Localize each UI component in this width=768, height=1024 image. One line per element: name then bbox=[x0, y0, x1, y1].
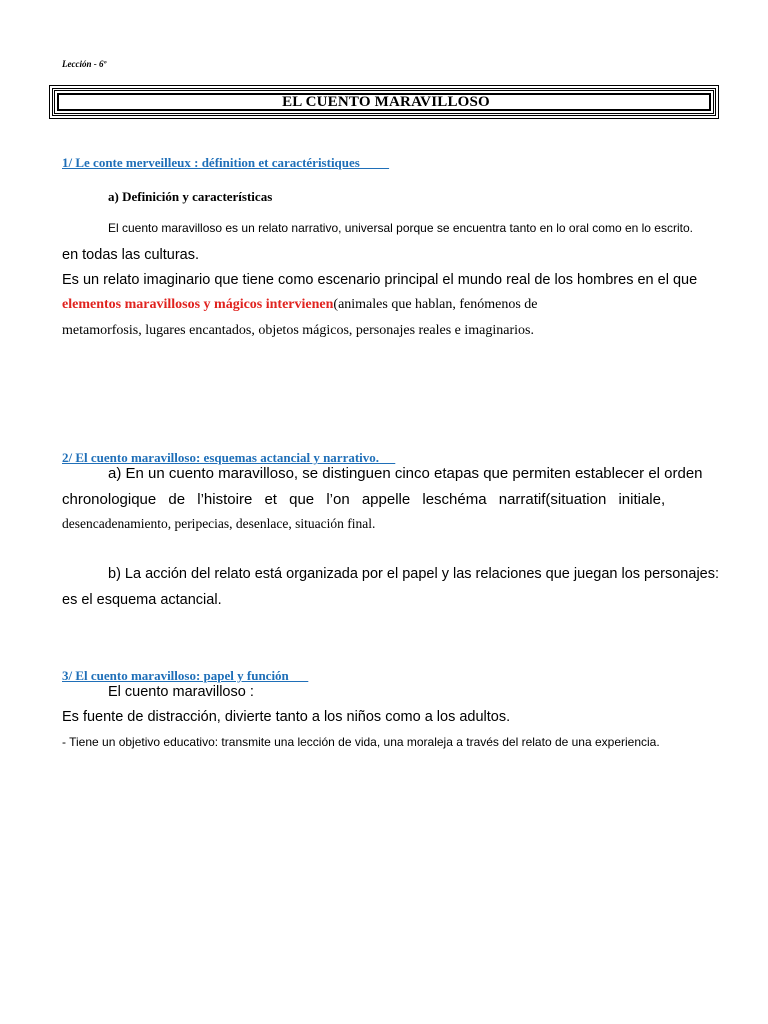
section-1-line-4-rest: (animales que hablan, fenómenos de bbox=[333, 297, 538, 312]
section-2-b-line-2: es el esquema actancial. bbox=[62, 592, 222, 608]
section-1-line-1: El cuento maravilloso es un relato narrativo, universal porque se encuentra tanto en lo oral como en lo escrito. bbox=[108, 221, 693, 235]
section-2-a-line-3: desencadenamiento, peripecias, desenlace, situación final. bbox=[62, 516, 376, 531]
section-2-heading: 2/ El cuento maravilloso: esquemas actancial y narrativo. bbox=[62, 450, 396, 465]
section-1-heading: 1/ Le conte merveilleux : définition et caractéristiques bbox=[62, 155, 390, 170]
section-1-line-5: metamorfosis, lugares encantados, objetos mágicos, personajes reales e imaginarios. bbox=[62, 323, 534, 338]
section-1-subheading: a) Definición y características bbox=[108, 189, 273, 204]
lesson-label: Lección - 6º bbox=[62, 59, 107, 69]
section-1-line-3: Es un relato imaginario que tiene como escenario principal el mundo real de los hombres en el que bbox=[62, 272, 698, 288]
section-3-heading: 3/ El cuento maravilloso: papel y función bbox=[62, 668, 309, 683]
section-2-a-line-2: chronologique de l’histoire et que l’on appelle leschéma narratif(situation initiale, bbox=[62, 491, 666, 508]
highlight-magic-elements: elementos maravillosos y mágicos intervienen bbox=[62, 297, 334, 312]
section-2-a-line-1: a) En un cuento maravilloso, se distinguen cinco etapas que permiten establecer el orden bbox=[108, 465, 703, 482]
page-title: EL CUENTO MARAVILLOSO bbox=[282, 94, 490, 110]
section-3-line-2: Es fuente de distracción, divierte tanto a los niños como a los adultos. bbox=[62, 709, 511, 725]
section-2-b-line-1: b) La acción del relato está organizada por el papel y las relaciones que juegan los personajes: bbox=[108, 566, 720, 582]
section-1-line-2: en todas las culturas. bbox=[62, 247, 200, 263]
section-1-line-4 bbox=[62, 297, 538, 313]
section-3-line-1: El cuento maravilloso : bbox=[108, 684, 254, 700]
section-3-line-3: - Tiene un objetivo educativo: transmite una lección de vida, una moraleja a través del relato de una experiencia. bbox=[62, 735, 660, 749]
